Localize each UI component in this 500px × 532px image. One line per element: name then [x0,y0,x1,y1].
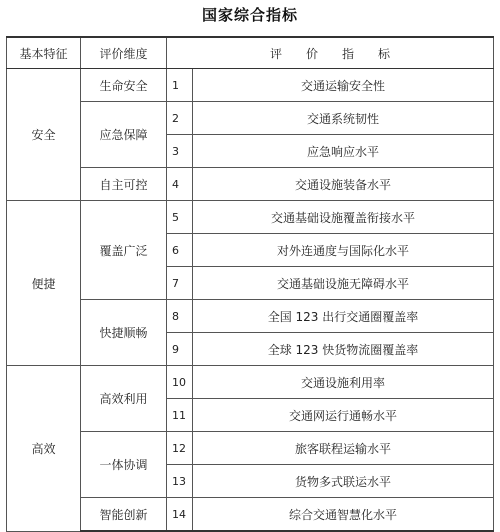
dimension-cell: 智能创新 [81,498,167,532]
number-cell: 12 [167,432,193,465]
indicator-cell: 货物多式联运水平 [193,465,494,498]
number-cell: 4 [167,168,193,201]
indicator-cell: 交通运输安全性 [193,69,494,102]
table-row [7,366,494,399]
feature-cell-efficiency: 高效 [7,366,81,532]
table-row [7,168,494,201]
number-cell: 7 [167,267,193,300]
dimension-cell: 高效利用 [81,366,167,432]
number-cell: 14 [167,498,193,532]
dimension-cell: 应急保障 [81,102,167,168]
feature-cell-safety: 安全 [7,69,81,201]
indicator-cell: 交通网运行通畅水平 [193,399,494,432]
indicator-table [6,36,494,532]
table-row [7,102,494,135]
indicator-cell: 交通基础设施覆盖衔接水平 [193,201,494,234]
dimension-cell: 自主可控 [81,168,167,201]
indicator-cell: 全国 123 出行交通圈覆盖率 [193,300,494,333]
indicator-cell: 交通设施利用率 [193,366,494,399]
indicator-cell: 交通基础设施无障碍水平 [193,267,494,300]
indicator-cell: 交通设施装备水平 [193,168,494,201]
number-cell: 5 [167,201,193,234]
table-row [7,432,494,465]
indicator-cell: 全球 123 快货物流圈覆盖率 [193,333,494,366]
indicator-cell: 综合交通智慧化水平 [193,498,494,532]
number-cell: 13 [167,465,193,498]
feature-cell-convenience: 便捷 [7,201,81,366]
header-feature: 基本特征 [7,37,81,69]
indicator-cell: 交通系统韧性 [193,102,494,135]
header-row [7,37,494,69]
number-cell: 3 [167,135,193,168]
dimension-cell: 生命安全 [81,69,167,102]
number-cell: 6 [167,234,193,267]
table-row [7,498,494,532]
dimension-cell: 快捷顺畅 [81,300,167,366]
indicator-cell: 旅客联程运输水平 [193,432,494,465]
number-cell: 1 [167,69,193,102]
table-row [7,69,494,102]
indicator-cell: 对外连通度与国际化水平 [193,234,494,267]
number-cell: 10 [167,366,193,399]
table-row [7,201,494,234]
indicator-cell: 应急响应水平 [193,135,494,168]
dimension-cell: 一体协调 [81,432,167,498]
number-cell: 9 [167,333,193,366]
table-row [7,300,494,333]
header-indicator: 评 价 指 标 [167,37,494,69]
header-dimension: 评价维度 [81,37,167,69]
dimension-cell: 覆盖广泛 [81,201,167,300]
table-title: 国家综合指标 [201,6,298,24]
number-cell: 2 [167,102,193,135]
number-cell: 11 [167,399,193,432]
number-cell: 8 [167,300,193,333]
